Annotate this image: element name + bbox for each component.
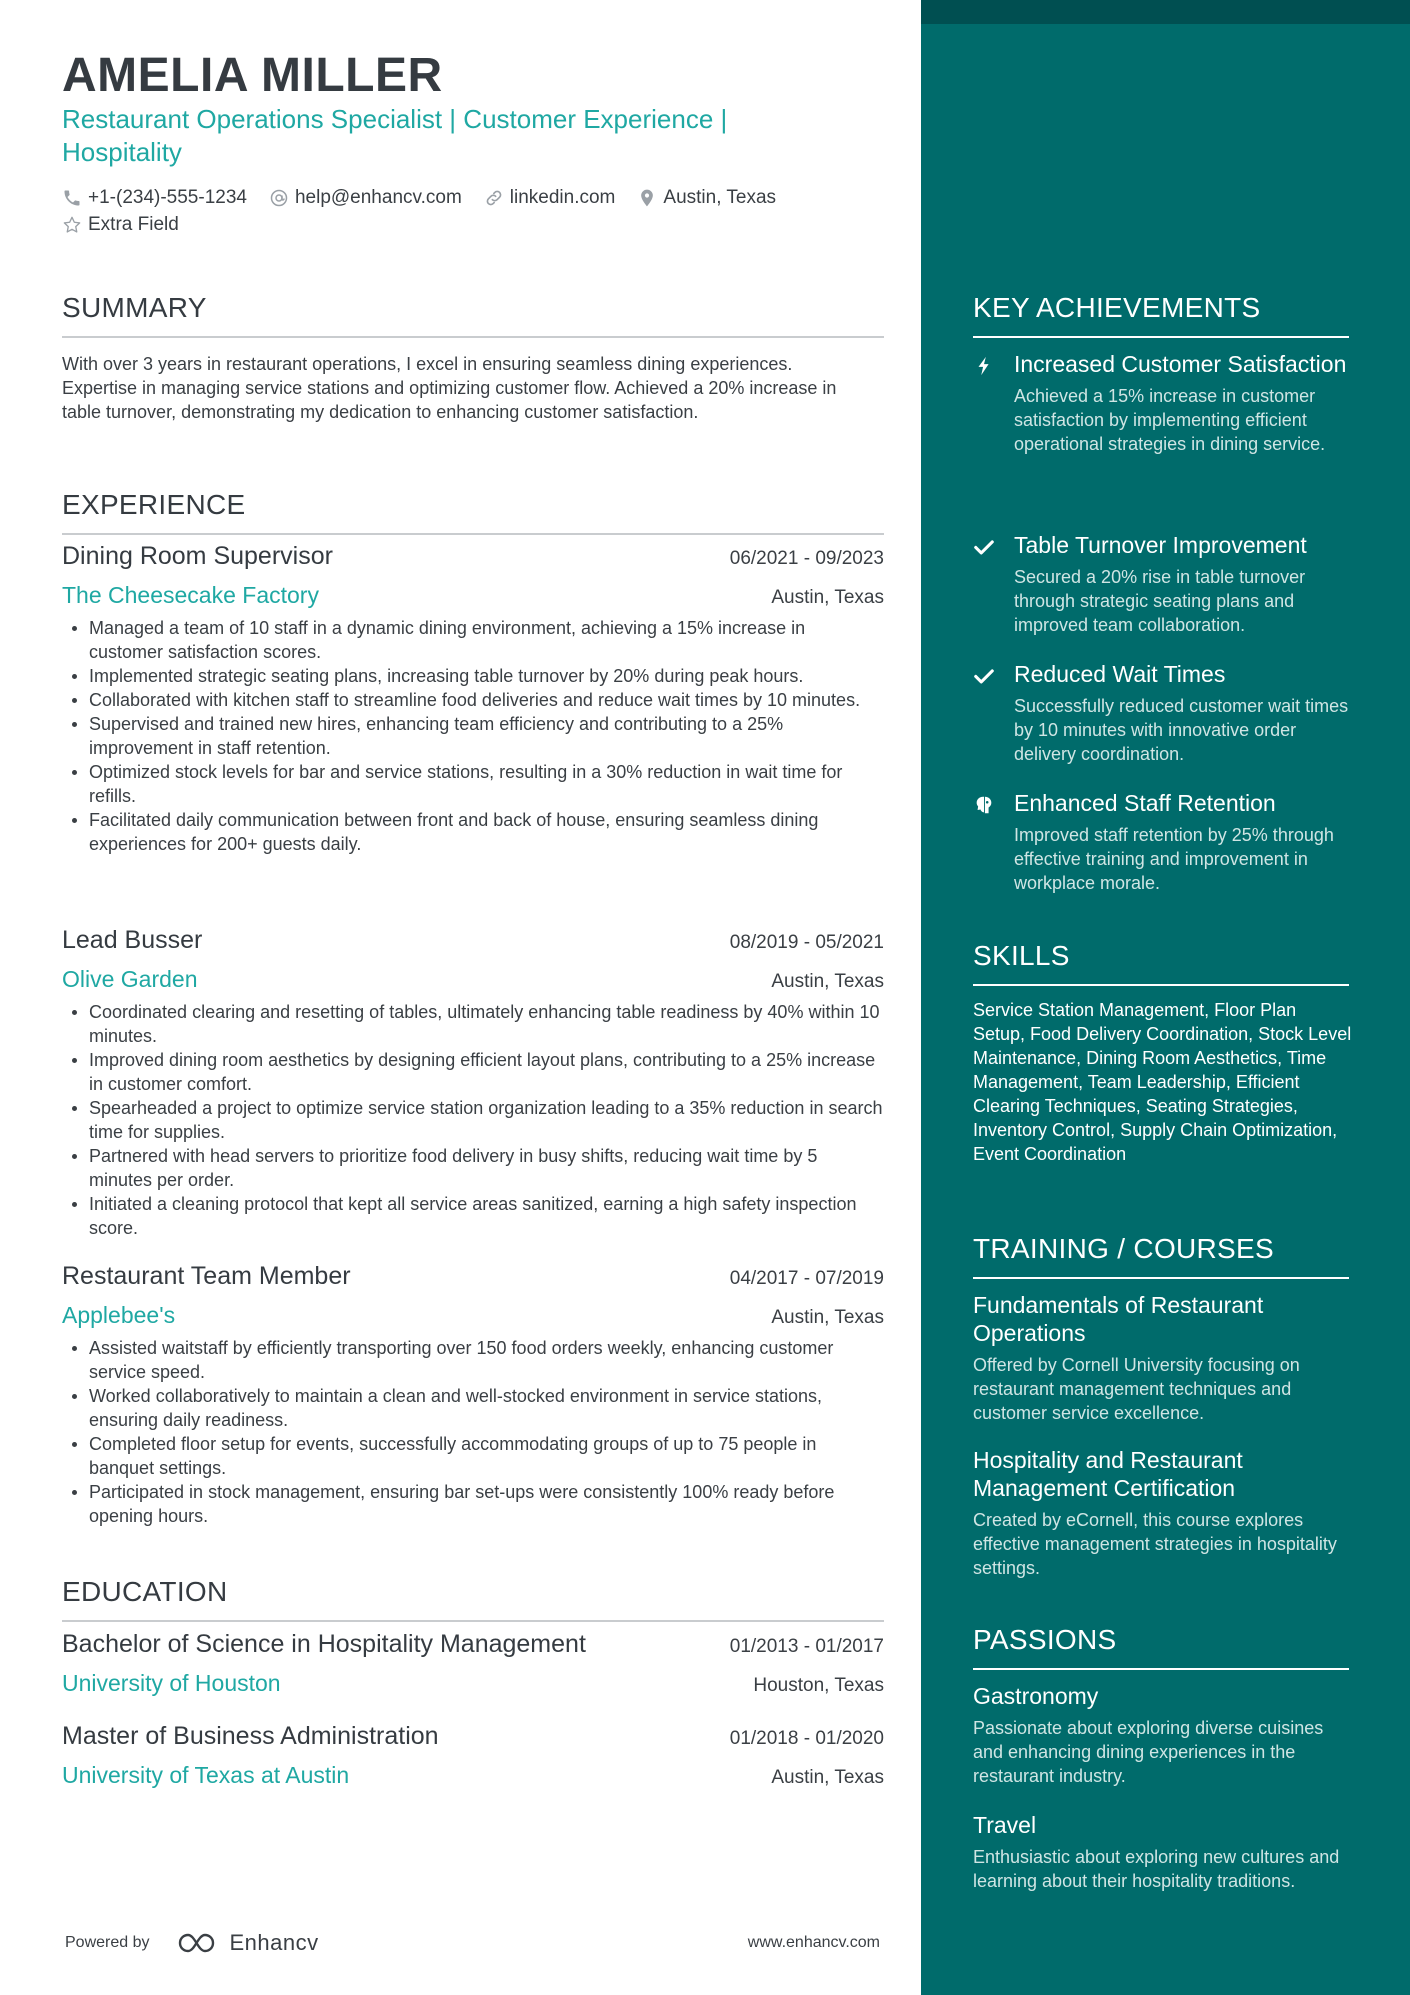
email-text: help@enhancv.com — [294, 186, 462, 208]
contact-info — [62, 184, 882, 238]
education-dates: 01/2018 - 01/2020 — [729, 1728, 884, 1749]
powered-by — [65, 1930, 319, 1956]
course-title: Hospitality and Restaurant Management Certification — [973, 1447, 1243, 1501]
job-location: Austin, Texas — [771, 587, 884, 608]
job-entry — [62, 1262, 884, 1528]
link-icon — [484, 188, 504, 208]
location-text: Austin, Texas — [663, 186, 777, 208]
job-bullets — [62, 1336, 884, 1528]
achievement-title: Table Turnover Improvement — [1014, 532, 1307, 558]
powered-by-label: Powered by — [65, 1934, 150, 1951]
job-bullets — [62, 616, 884, 856]
summary-text: With over 3 years in restaurant operations, I excel in ensuring seamless dining experiences. Expertise in managing service stations and optimizing customer flow. Achieved a 20% increase in table turnover, demonstrating my dedication to enhancing customer satisfaction. — [62, 354, 837, 422]
training-heading: TRAINING / COURSES — [973, 1233, 1349, 1279]
course-desc: Created by eCornell, this course explores effective management strategies in hospitality settings. — [973, 1510, 1337, 1578]
lightning-icon — [973, 355, 995, 377]
contact-location — [637, 187, 776, 209]
course-title: Fundamentals of Restaurant Operations — [973, 1292, 1264, 1346]
bullet-item: Improved dining room aesthetics by designing efficient layout plans, contributing to a 25% increase in customer comfort. — [62, 1048, 884, 1096]
bullet-item: Managed a team of 10 staff in a dynamic dining environment, achieving a 15% increase in customer satisfaction scores. — [62, 616, 884, 664]
bullet-item: Supervised and trained new hires, enhancing team efficiency and contributing to a 25% improvement in staff retention. — [62, 712, 884, 760]
phone-text: +1-(234)-555-1234 — [88, 186, 247, 208]
achievement-title: Increased Customer Satisfaction — [1014, 351, 1347, 377]
job-dates: 08/2019 - 05/2021 — [729, 932, 884, 953]
course-item — [973, 1446, 1358, 1580]
school-name: University of Texas at Austin — [62, 1762, 350, 1788]
contact-email[interactable] — [269, 187, 462, 209]
degree-title: Master of Business Administration — [62, 1722, 439, 1750]
achievement-desc: Secured a 20% rise in table turnover through strategic seating plans and improved team collaboration. — [1014, 567, 1306, 635]
enhancv-brand-text: Enhancv — [229, 1930, 319, 1955]
job-dates: 04/2017 - 07/2019 — [729, 1268, 884, 1289]
check-icon — [973, 665, 995, 687]
bullet-item: Collaborated with kitchen staff to streamline food deliveries and reduce wait times by 10 minutes. — [62, 688, 884, 712]
achievement-item — [973, 660, 1363, 766]
linkedin-text: linkedin.com — [509, 186, 616, 208]
passions-heading: PASSIONS — [973, 1624, 1349, 1670]
bullet-item: Participated in stock management, ensuring bar set-ups were consistently 100% ready before opening hours. — [62, 1480, 884, 1528]
location-pin-icon — [637, 188, 657, 208]
headline: Restaurant Operations Specialist | Customer Experience | Hospitality — [62, 104, 728, 167]
course-desc: Offered by Cornell University focusing on restaurant management techniques and customer service excellence. — [973, 1355, 1300, 1423]
at-icon — [269, 188, 289, 208]
job-title: Restaurant Team Member — [62, 1262, 351, 1290]
skills-list: Service Station Management, Floor Plan Setup, Food Delivery Coordination, Stock Level Maintenance, Dining Room Aesthetics, Time Management, Team Leadership, Efficient Clearing Techniques, Seating Strategies, Inventory Control, Supply Chain Optimization, Event Coordination — [973, 1000, 1352, 1164]
passion-desc: Passionate about exploring diverse cuisines and enhancing dining experiences in the restaurant industry. — [973, 1718, 1324, 1786]
school-location: Houston, Texas — [753, 1675, 884, 1696]
summary-heading: SUMMARY — [62, 292, 884, 338]
star-icon — [62, 215, 82, 235]
bullet-item: Implemented strategic seating plans, increasing table turnover by 20% during peak hours. — [62, 664, 884, 688]
degree-title: Bachelor of Science in Hospitality Management — [62, 1630, 586, 1658]
company-name: Applebee's — [62, 1302, 176, 1328]
passion-item — [973, 1811, 1358, 1893]
bullet-item: Spearheaded a project to optimize service station organization leading to a 35% reduction in search time for supplies. — [62, 1096, 884, 1144]
sidebar — [921, 0, 1410, 1995]
bullet-item: Worked collaboratively to maintain a clean and well-stocked environment in service stations, ensuring daily readiness. — [62, 1384, 884, 1432]
education-heading: EDUCATION — [62, 1576, 884, 1622]
bullet-item: Assisted waitstaff by efficiently transporting over 150 food orders weekly, enhancing customer service speed. — [62, 1336, 884, 1384]
company-name: Olive Garden — [62, 966, 198, 992]
candidate-name: AMELIA MILLER — [62, 49, 443, 102]
footer — [65, 1930, 880, 1956]
bullet-item: Initiated a cleaning protocol that kept all service areas sanitized, earning a high safety inspection score. — [62, 1192, 884, 1240]
job-title: Dining Room Supervisor — [62, 542, 333, 570]
brain-icon — [973, 794, 995, 816]
enhancv-logo[interactable] — [176, 1930, 319, 1956]
sidebar-top-band — [921, 0, 1410, 24]
passion-desc: Enthusiastic about exploring new cultures and learning about their hospitality traditions. — [973, 1847, 1340, 1891]
phone-icon — [62, 188, 82, 208]
school-location: Austin, Texas — [771, 1767, 884, 1788]
passion-item — [973, 1682, 1358, 1788]
education-entry — [62, 1630, 884, 1702]
job-entry — [62, 542, 884, 856]
enhancv-logo-icon — [176, 1930, 224, 1956]
job-entry — [62, 926, 884, 1240]
bullet-item: Partnered with head servers to prioritize food delivery in busy shifts, reducing wait time by 5 minutes per order. — [62, 1144, 884, 1192]
education-dates: 01/2013 - 01/2017 — [729, 1636, 884, 1657]
job-bullets — [62, 1000, 884, 1240]
achievement-title: Enhanced Staff Retention — [1014, 790, 1276, 816]
education-entry — [62, 1722, 884, 1794]
achievement-item — [973, 350, 1363, 456]
job-location: Austin, Texas — [771, 971, 884, 992]
company-name: The Cheesecake Factory — [62, 582, 319, 608]
contact-phone — [62, 187, 247, 209]
achievement-desc: Successfully reduced customer wait times by 10 minutes with innovative order delivery coordination. — [1014, 696, 1349, 764]
job-title: Lead Busser — [62, 926, 203, 954]
bullet-item: Facilitated daily communication between front and back of house, ensuring seamless dining experiences for 200+ guests daily. — [62, 808, 884, 856]
achievement-title: Reduced Wait Times — [1014, 661, 1226, 687]
contact-extra — [62, 214, 179, 236]
achievement-desc: Improved staff retention by 25% through effective training and improvement in workplace morale. — [1014, 825, 1334, 893]
achievement-desc: Achieved a 15% increase in customer satisfaction by implementing efficient operational strategies in dining service. — [1014, 386, 1326, 454]
contact-linkedin[interactable] — [484, 187, 616, 209]
job-dates: 06/2021 - 09/2023 — [729, 548, 884, 569]
course-item — [973, 1291, 1358, 1425]
achievements-heading: KEY ACHIEVEMENTS — [973, 292, 1349, 338]
skills-heading: SKILLS — [973, 940, 1349, 986]
bullet-item: Completed floor setup for events, successfully accommodating groups of up to 75 people in banquet settings. — [62, 1432, 884, 1480]
passion-title: Gastronomy — [973, 1683, 1099, 1709]
check-icon — [973, 536, 995, 558]
school-name: University of Houston — [62, 1670, 281, 1696]
passion-title: Travel — [973, 1812, 1037, 1838]
achievement-item — [973, 789, 1363, 895]
achievement-item — [973, 531, 1363, 637]
bullet-item: Optimized stock levels for bar and service stations, resulting in a 30% reduction in wait time for refills. — [62, 760, 884, 808]
experience-heading: EXPERIENCE — [62, 489, 884, 535]
footer-website[interactable]: www.enhancv.com — [747, 1934, 880, 1951]
job-location: Austin, Texas — [771, 1307, 884, 1328]
bullet-item: Coordinated clearing and resetting of tables, ultimately enhancing table readiness by 40% within 10 minutes. — [62, 1000, 884, 1048]
extra-field-text: Extra Field — [88, 213, 179, 235]
